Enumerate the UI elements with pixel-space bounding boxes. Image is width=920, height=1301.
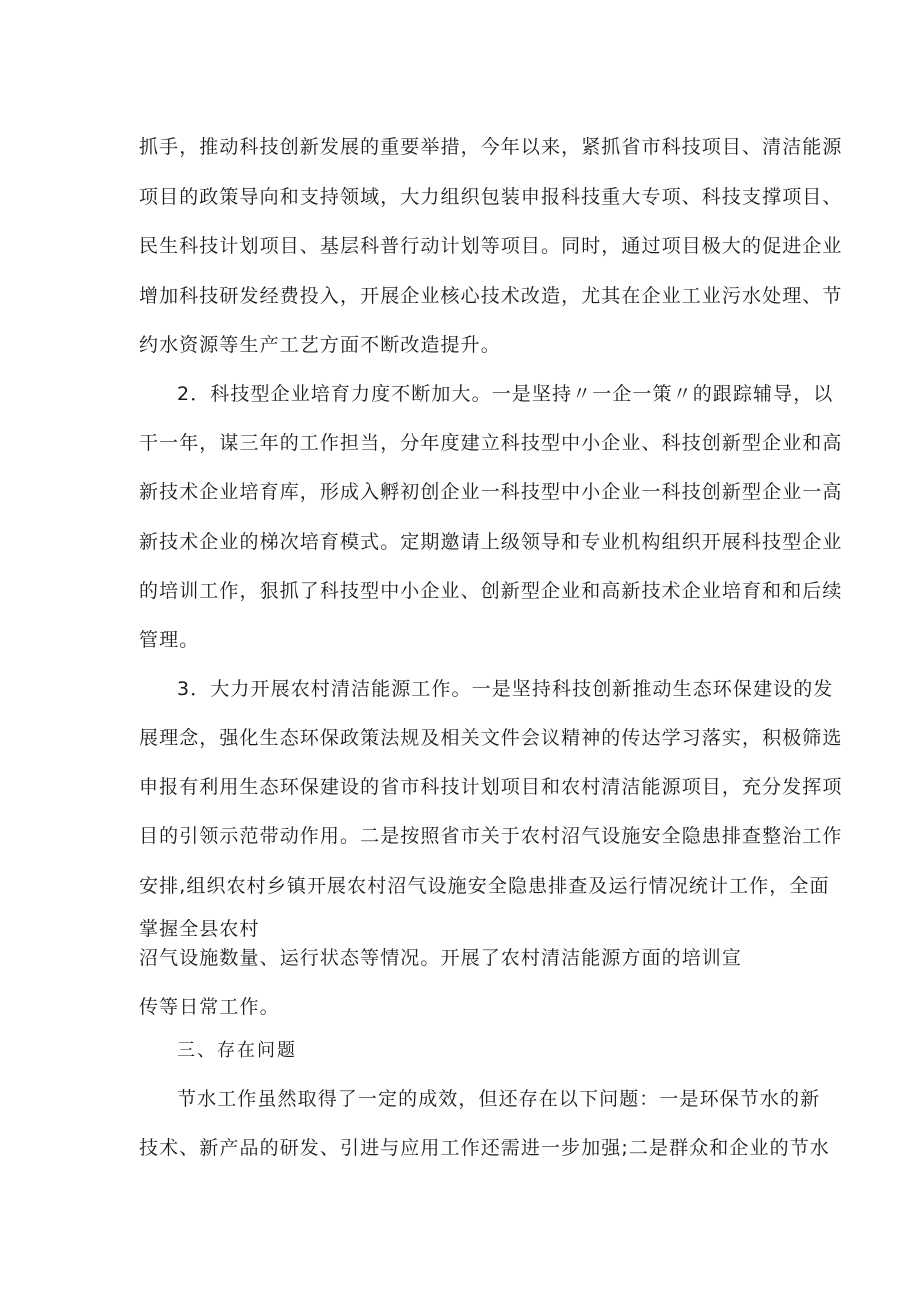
- paragraph-2-line-3: 新技术企业培育库，形成入孵初创企业一科技型中小企业一科技创新型企业一高: [139, 481, 843, 503]
- paragraph-1-line-4: 增加科技研发经费投入，开展企业核心技术改造，尤其在企业工业污水处理、节: [139, 285, 843, 307]
- paragraph-4-line-2: 技术、新产品的研发、引进与应用工作还需进一步加强;二是群众和企业的节水: [139, 1137, 830, 1159]
- paragraph-4-line-1: 节水工作虽然取得了一定的成效，但还存在以下问题：一是环保节水的新: [177, 1088, 821, 1110]
- paragraph-2-line-1: 2．科技型企业培育力度不断加大。一是坚持〃一企一策〃的跟踪辅导，以: [177, 383, 834, 405]
- paragraph-3-line-4: 目的引领示范带动作用。二是按照省市关于农村沼气设施安全隐患排查整治工作: [139, 825, 843, 847]
- paragraph-3-line-7: 沼气设施数量、运行状态等情况。开展了农村清洁能源方面的培训宣: [139, 947, 743, 969]
- paragraph-3-line-3: 申报有利用生态环保建设的省市科技计划项目和农村清洁能源项目，充分发挥项: [139, 776, 843, 798]
- paragraph-1-line-1: 抓手，推动科技创新发展的重要举措，今年以来，紧抓省市科技项目、清洁能源: [139, 136, 843, 158]
- paragraph-2-line-2: 干一年，谋三年的工作担当，分年度建立科技型中小企业、科技创新型企业和高: [139, 432, 843, 454]
- paragraph-2-line-5: 的培训工作，狠抓了科技型中小企业、创新型企业和高新技术企业培育和和后续: [139, 580, 843, 602]
- paragraph-3-line-1: 3．大力开展农村清洁能源工作。一是坚持科技创新推动生态环保建设的发: [177, 678, 834, 700]
- section-heading: 三、存在问题: [177, 1040, 297, 1061]
- paragraph-3-line-6: 掌握全县农村: [139, 918, 260, 940]
- paragraph-1-line-3: 民生科技计划项目、基层科普行动计划等项目。同时，通过项目极大的促进企业: [139, 235, 843, 257]
- paragraph-3-line-5: 安排,组织农村乡镇开展农村沼气设施安全隐患排查及运行情况统计工作，全面: [139, 875, 830, 897]
- paragraph-3-line-8: 传等日常工作。: [139, 996, 280, 1018]
- paragraph-2-line-6: 管理。: [139, 629, 200, 651]
- paragraph-2-line-4: 新技术企业的梯次培育模式。定期邀请上级领导和专业机构组织开展科技型企业: [139, 531, 843, 553]
- paragraph-1-line-5: 约水资源等生产工艺方面不断改造提升。: [139, 334, 501, 356]
- paragraph-3-line-2: 展理念，强化生态环保政策法规及相关文件会议精神的传达学习落实，积极筛选: [139, 727, 843, 749]
- paragraph-1-line-2: 项目的政策导向和支持领域，大力组织包装申报科技重大专项、科技支撑项目、: [139, 186, 843, 208]
